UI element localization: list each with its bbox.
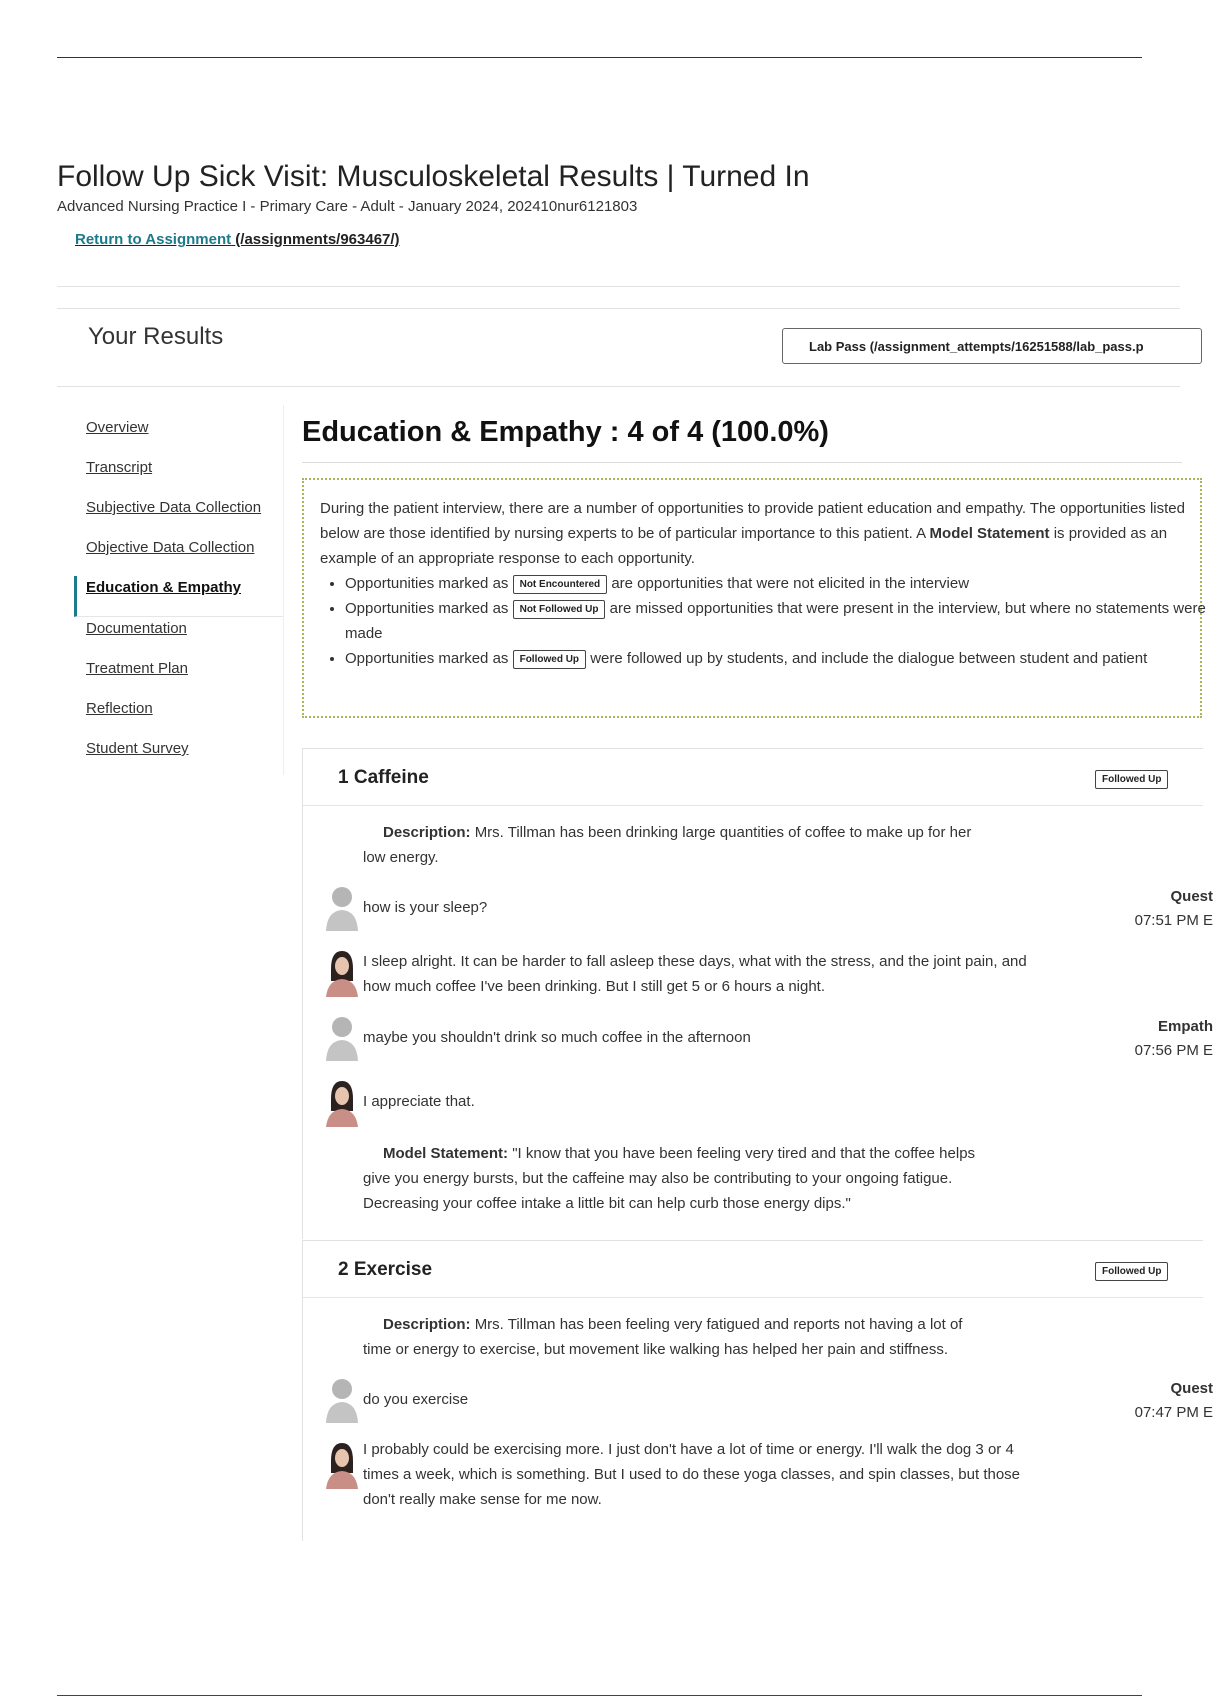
sidebar-divider [283,405,284,775]
instructions-intro [320,496,1200,571]
patient-message: I appreciate that. [363,1093,475,1110]
sidebar-item-student-survey[interactable]: Student Survey [86,740,189,757]
card-header [303,1241,1203,1298]
results-sidebar [74,416,284,777]
card-header [303,749,1203,806]
legend-item [345,596,1225,646]
not-followed-up-tag: Not Followed Up [513,600,606,619]
divider [57,308,1180,309]
description-text: Mrs. Tillman has been drinking large quantities of coffee to make up for her low energy. [363,824,972,866]
model-statement [363,1141,993,1216]
legend-text: were followed up by students, and include the dialogue between student and patient [590,650,1148,667]
divider [57,286,1180,287]
legend-item [345,571,1225,596]
student-message: maybe you shouldn't drink so much coffee in the afternoon [363,1029,751,1046]
divider [57,386,1180,387]
patient-avatar-icon [323,947,361,997]
model-statement-term: Model Statement [929,525,1050,542]
followed-up-tag: Followed Up [513,650,586,669]
patient-message: I sleep alright. It can be harder to fall asleep these days, what with the stress, and the joint pain, and how much coffee I've been drinking. But I still get 5 or 6 hours a night. [363,953,1027,995]
sidebar-item-overview[interactable]: Overview [86,419,149,436]
opportunity-card-caffeine [302,748,1213,1239]
message-time: 07:51 PM E [1134,912,1213,929]
legend-text: are missed opportunities that were present in the interview, but where no statements were made [345,600,1206,642]
legend-list [320,571,1225,671]
opportunity-card-exercise [302,1240,1213,1541]
description-label: Description: [383,824,471,841]
section-divider [302,462,1182,463]
not-encountered-tag: Not Encountered [513,575,608,594]
your-results-heading: Your Results [88,323,224,350]
message-time: 07:56 PM E [1134,1042,1213,1059]
section-title: Education & Empathy : 4 of 4 (100.0%) [302,416,829,448]
message-meta [1093,1377,1213,1425]
sidebar-item-education-empathy[interactable]: Education & Empathy [74,576,284,617]
sidebar-item-treatment-plan[interactable]: Treatment Plan [86,660,188,677]
return-to-assignment-link[interactable] [75,231,400,248]
card-description [363,820,993,870]
sidebar-item-subjective-data[interactable]: Subjective Data Collection [86,499,262,516]
intro-text-end: is provided as an example of an appropriate response to each opportunity. [320,525,1168,567]
bottom-divider [57,1695,1142,1696]
message-category: Quest [1170,888,1213,905]
return-link-path[interactable]: (/assignments/963467/) [235,231,400,248]
message-meta [1093,1015,1213,1063]
card-title: 2 Exercise [338,1259,433,1280]
card-description [363,1312,993,1362]
description-label: Description: [383,1316,471,1333]
message-meta [1093,885,1213,933]
legend-prefix: Opportunities marked as [345,575,509,592]
student-message: do you exercise [363,1391,469,1408]
message-category: Quest [1170,1380,1213,1397]
top-divider [57,57,1142,58]
patient-message: I probably could be exercising more. I just don't have a lot of time or energy. I'll walk the dog 3 or 4 times a week, which is something. But I used to do these yoga classes, and spin classes, but those don't really make sense for me now. [363,1441,1021,1508]
model-statement-text: "I know that you have been feeling very tired and that the coffee helps give you energy bursts, but the caffeine may also be contributing to your ongoing fatigue. Decreasing your coffee intake a little bit can help curb those energy dips." [363,1145,976,1212]
page-title: Follow Up Sick Visit: Musculoskeletal Results | Turned In [57,160,810,193]
legend-text: are opportunities that were not elicited in the interview [611,575,970,592]
student-avatar-icon [323,1375,361,1425]
student-message: how is your sleep? [363,899,488,916]
patient-avatar-icon [323,1439,361,1489]
patient-avatar-icon [323,1077,361,1127]
message-category: Empath [1157,1018,1213,1035]
sidebar-item-documentation[interactable]: Documentation [86,620,187,637]
sidebar-item-transcript[interactable]: Transcript [86,459,153,476]
student-avatar-icon [323,1013,361,1063]
model-statement-label: Model Statement: [383,1145,509,1162]
legend-prefix: Opportunities marked as [345,650,509,667]
sidebar-item-objective-data[interactable]: Objective Data Collection [86,539,255,556]
description-text: Mrs. Tillman has been feeling very fatigued and reports not having a lot of time or energy to exercise, but movement like walking has helped her pain and stiffness. [363,1316,963,1358]
instructions-box [302,478,1206,718]
course-subtitle: Advanced Nursing Practice I - Primary Care - Adult - January 2024, 202410nur6121803 [57,198,638,215]
intro-text: During the patient interview, there are a number of opportunities to provide patient education and empathy. The opportunities listed below are those identified by nursing experts to be of particular importance to this patient. A [320,500,1185,542]
student-avatar-icon [323,883,361,933]
card-title: 1 Caffeine [338,767,429,788]
lab-pass-button[interactable]: Lab Pass (/assignment_attempts/16251588/lab_pass.p [782,328,1202,364]
return-link-text[interactable]: Return to Assignment [75,231,232,248]
sidebar-item-reflection[interactable]: Reflection [86,700,153,717]
legend-prefix: Opportunities marked as [345,600,509,617]
status-badge: Followed Up [1095,770,1168,789]
message-time: 07:47 PM E [1134,1404,1213,1421]
legend-item [345,646,1225,671]
status-badge: Followed Up [1095,1262,1168,1281]
